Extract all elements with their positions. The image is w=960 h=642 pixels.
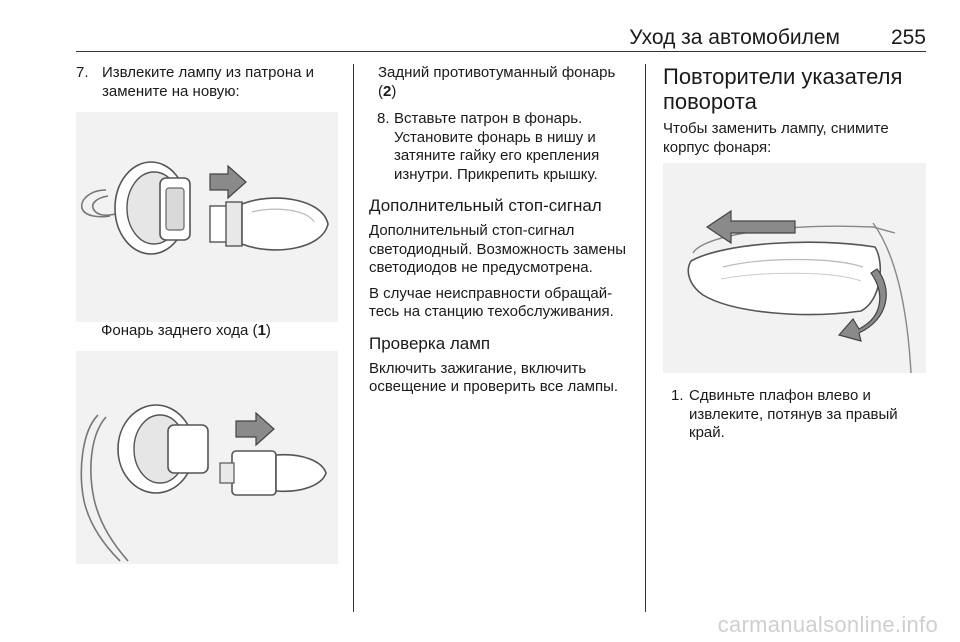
fog-light-caption (369, 64, 637, 101)
page-number: 255 (890, 26, 926, 49)
turn-signal-intro: Чтобы заменить лампу, снимите корпус фонаря: (663, 120, 889, 156)
heading-high-mount-brake-light: Дополнительный стоп-сигнал (369, 196, 602, 215)
figure-caption-reverse-light (76, 322, 341, 341)
figure-bayonet-bulb (76, 351, 338, 564)
brake-light-paragraph-2: В случае неисправности обращайтесь на станцию техобслуживания. (369, 284, 614, 320)
caption-suffix: ) (265, 322, 271, 339)
heading-side-turn-signal: Повторители указателя поворота (663, 64, 903, 114)
figure-side-repeater (663, 163, 926, 373)
column-divider-2 (645, 64, 646, 612)
fog-caption-prefix: Задний противотуманный фонарь ( (378, 64, 616, 100)
step-text: Сдвиньте плафон влево и извлеките, потянув за правый край. (689, 387, 898, 441)
bayonet-bulb-illustration (76, 351, 338, 564)
step-7 (76, 64, 341, 101)
page-header (76, 26, 926, 52)
step-1 (663, 387, 926, 443)
heading-bulb-check: Проверка ламп (369, 333, 491, 353)
step-number: 8. (377, 110, 390, 127)
step-number: 7. (76, 64, 89, 81)
step-number: 1. (671, 387, 684, 404)
step-text: Извлеките лампу из патрона и замените на новую: (102, 64, 315, 100)
fog-caption-ref: 2 (383, 82, 392, 100)
section-title: Уход за автомобилем (629, 26, 840, 49)
column-3 (663, 64, 926, 443)
wedge-bulb-illustration (76, 112, 338, 322)
brake-light-paragraph-1: Дополнительный стоп-сигнал светодиодный. Возможность замены светодиодов не предусмотрена. (369, 222, 627, 276)
step-8 (369, 110, 637, 184)
figure-wedge-bulb (76, 112, 338, 322)
side-repeater-illustration (663, 163, 926, 373)
watermark: carmanualsonline.info (717, 612, 938, 637)
column-divider-1 (353, 64, 354, 612)
fog-caption-suffix: ) (391, 82, 397, 100)
column-2 (369, 64, 637, 397)
bulb-check-paragraph: Включить зажигание, включить освещение и проверить все лампы. (369, 359, 619, 395)
column-1 (76, 64, 341, 564)
caption-ref: 1 (257, 322, 266, 339)
header-rule (76, 51, 926, 52)
caption-prefix: Фонарь заднего хода ( (101, 322, 258, 339)
step-text: Вставьте патрон в фонарь. Установите фонарь в нишу и затяните гайку его крепления изнутри. Прикрепить крышку. (394, 110, 600, 183)
